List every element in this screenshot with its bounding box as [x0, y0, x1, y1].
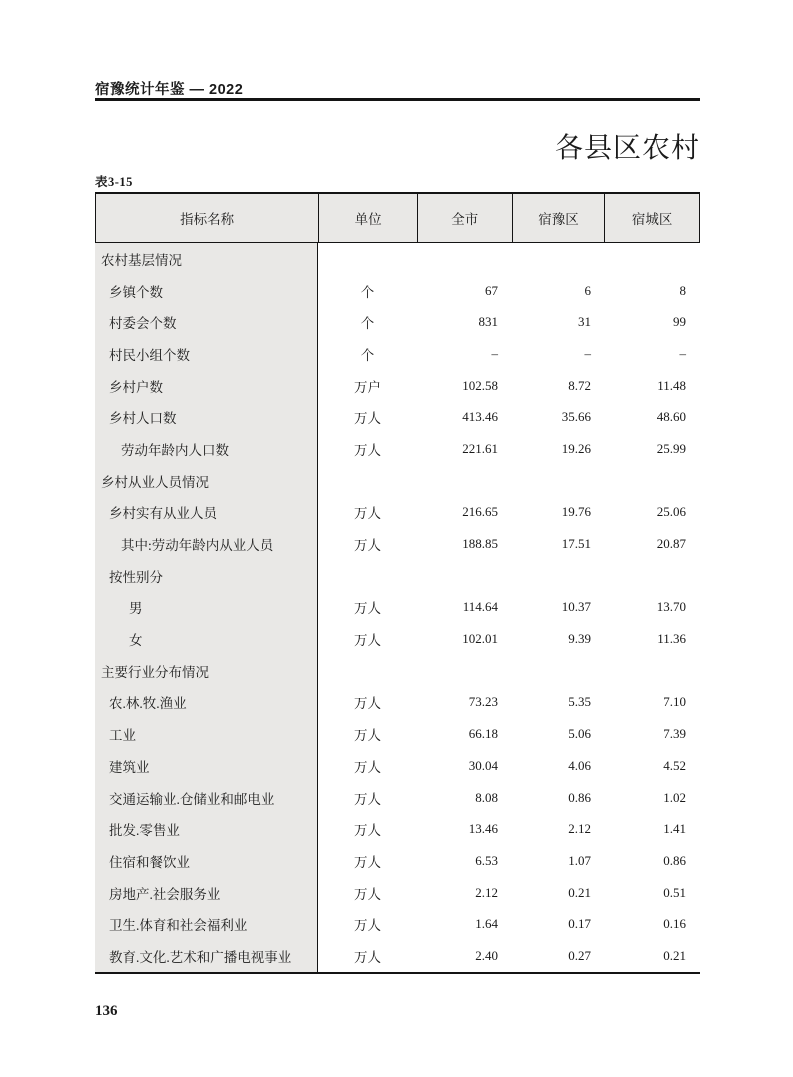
- table-body: [95, 243, 700, 972]
- table-row: [95, 845, 700, 877]
- row-unit: 万人: [354, 918, 381, 934]
- row-value-citywide: 2.40: [475, 947, 498, 963]
- row-label: 房地产.社会服务业: [95, 877, 318, 909]
- table-row: [95, 718, 700, 750]
- row-value-sucheng: [605, 655, 700, 687]
- row-value-suyu: 5.06: [568, 726, 591, 742]
- table-row: [95, 877, 700, 909]
- row-value-suyu: [512, 465, 605, 497]
- row-value-citywide: 102.58: [462, 377, 498, 393]
- column-header-unit: 单位: [318, 194, 417, 242]
- row-label: 村民小组个数: [95, 338, 318, 370]
- row-value-suyu: 2.12: [568, 821, 591, 837]
- table-row: [95, 401, 700, 433]
- row-value-sucheng: 0.21: [663, 947, 686, 963]
- row-value-suyu: 6: [584, 282, 591, 298]
- row-unit: 万人: [354, 791, 381, 807]
- row-value-citywide: 30.04: [468, 757, 498, 773]
- row-value-suyu: 35.66: [561, 409, 591, 425]
- row-label: 批发.零售业: [95, 813, 318, 845]
- row-unit: [318, 465, 417, 497]
- row-value-suyu: 4.06: [568, 757, 591, 773]
- row-value-suyu: 0.21: [568, 884, 591, 900]
- row-unit: [318, 243, 417, 275]
- row-unit: 万户: [354, 379, 381, 395]
- row-label: 工业: [95, 718, 318, 750]
- table-row: [95, 528, 700, 560]
- row-value-suyu: 31: [578, 314, 591, 330]
- row-unit: [318, 560, 417, 592]
- row-value-citywide: 8.08: [475, 789, 498, 805]
- row-label: 劳动年龄内人口数: [95, 433, 318, 465]
- row-value-sucheng: 20.87: [656, 536, 686, 552]
- table-row: [95, 940, 700, 972]
- row-label: 建筑业: [95, 750, 318, 782]
- row-value-sucheng: –: [679, 345, 686, 361]
- row-label: 乡村户数: [95, 370, 318, 402]
- page-number: 136: [95, 1003, 118, 1019]
- row-value-sucheng: [605, 560, 700, 592]
- table-row: [95, 592, 700, 624]
- row-label: 乡村实有从业人员: [95, 497, 318, 529]
- table-row: [95, 623, 700, 655]
- row-value-sucheng: 11.36: [657, 631, 686, 647]
- row-value-citywide: [417, 560, 512, 592]
- row-unit: 个: [360, 284, 375, 300]
- row-value-suyu: 0.27: [568, 947, 591, 963]
- column-header-citywide: 全市: [417, 194, 512, 242]
- row-value-suyu: 9.39: [568, 631, 591, 647]
- column-header-suyu: 宿豫区: [512, 194, 605, 242]
- row-unit: 万人: [354, 696, 381, 712]
- row-value-citywide: 413.46: [462, 409, 498, 425]
- row-value-suyu: 0.86: [568, 789, 591, 805]
- column-header-indicator: 指标名称: [180, 212, 235, 227]
- row-value-sucheng: 0.16: [663, 916, 686, 932]
- row-unit: 万人: [354, 854, 381, 870]
- book-header: 宿豫统计年鉴 — 2022: [95, 82, 244, 98]
- row-value-sucheng: 7.39: [663, 726, 686, 742]
- row-value-sucheng: 1.02: [663, 789, 686, 805]
- row-value-suyu: [512, 243, 605, 275]
- table-row: [95, 338, 700, 370]
- row-value-citywide: 831: [478, 314, 498, 330]
- row-value-suyu: 0.17: [568, 916, 591, 932]
- page-title: 各县区农村: [554, 133, 700, 164]
- row-value-citywide: 66.18: [468, 726, 498, 742]
- row-value-citywide: –: [491, 345, 498, 361]
- row-label: 乡村人口数: [95, 401, 318, 433]
- row-value-citywide: 221.61: [462, 440, 498, 456]
- row-value-citywide: [417, 465, 512, 497]
- table-row: [95, 465, 700, 497]
- row-unit: 个: [360, 316, 375, 332]
- row-value-citywide: 188.85: [462, 536, 498, 552]
- row-value-sucheng: 25.99: [656, 440, 686, 456]
- row-value-citywide: 2.12: [475, 884, 498, 900]
- row-unit: [318, 655, 417, 687]
- row-value-citywide: [417, 243, 512, 275]
- row-unit: 万人: [354, 442, 381, 458]
- row-value-suyu: 5.35: [568, 694, 591, 710]
- row-value-suyu: 8.72: [568, 377, 591, 393]
- row-value-suyu: –: [584, 345, 591, 361]
- row-value-citywide: [417, 655, 512, 687]
- row-value-suyu: 1.07: [568, 852, 591, 868]
- row-unit: 个: [360, 347, 375, 363]
- row-value-sucheng: 1.41: [663, 821, 686, 837]
- table-row: [95, 782, 700, 814]
- row-unit: 万人: [354, 538, 381, 554]
- table-row: [95, 497, 700, 529]
- row-label: 其中:劳动年龄内从业人员: [95, 528, 318, 560]
- row-label: 农村基层情况: [95, 243, 318, 275]
- row-label: 男: [95, 592, 318, 624]
- column-header-sucheng: 宿城区: [604, 194, 699, 242]
- row-value-citywide: 6.53: [475, 852, 498, 868]
- row-unit: 万人: [354, 886, 381, 902]
- row-label: 交通运输业.仓储业和邮电业: [95, 782, 318, 814]
- row-label: 乡镇个数: [95, 275, 318, 307]
- row-value-sucheng: 11.48: [657, 377, 686, 393]
- row-value-sucheng: 0.86: [663, 852, 686, 868]
- table-header-row: [95, 194, 700, 243]
- row-value-citywide: 73.23: [468, 694, 498, 710]
- row-value-sucheng: 7.10: [663, 694, 686, 710]
- row-value-sucheng: 13.70: [656, 599, 686, 615]
- table-row: [95, 306, 700, 338]
- table-row: [95, 243, 700, 275]
- row-unit: 万人: [354, 823, 381, 839]
- row-value-sucheng: 25.06: [656, 504, 686, 520]
- table-row: [95, 908, 700, 940]
- row-value-sucheng: [605, 243, 700, 275]
- row-value-citywide: 216.65: [462, 504, 498, 520]
- row-value-sucheng: [605, 465, 700, 497]
- row-value-suyu: 19.76: [561, 504, 591, 520]
- table-row: [95, 275, 700, 307]
- statistics-table: [95, 192, 700, 974]
- table-label: 表3-15: [95, 175, 133, 189]
- row-unit: 万人: [354, 728, 381, 744]
- row-value-sucheng: 4.52: [663, 757, 686, 773]
- row-value-suyu: 17.51: [561, 536, 591, 552]
- row-unit: 万人: [354, 506, 381, 522]
- row-value-citywide: 114.64: [462, 599, 498, 615]
- row-value-suyu: 10.37: [561, 599, 591, 615]
- row-unit: 万人: [354, 949, 381, 965]
- row-unit: 万人: [354, 759, 381, 775]
- row-value-suyu: 19.26: [561, 440, 591, 456]
- row-label: 主要行业分布情况: [95, 655, 318, 687]
- table-row: [95, 750, 700, 782]
- table-row: [95, 655, 700, 687]
- row-value-suyu: [512, 560, 605, 592]
- row-label: 住宿和餐饮业: [95, 845, 318, 877]
- row-value-sucheng: 8: [679, 282, 686, 298]
- row-value-sucheng: 48.60: [656, 409, 686, 425]
- table-row: [95, 813, 700, 845]
- row-label: 农.林.牧.渔业: [95, 687, 318, 719]
- row-label: 按性别分: [95, 560, 318, 592]
- table-row: [95, 560, 700, 592]
- row-value-sucheng: 0.51: [663, 884, 686, 900]
- row-value-citywide: 67: [485, 282, 498, 298]
- row-unit: 万人: [354, 633, 381, 649]
- row-unit: 万人: [354, 601, 381, 617]
- row-label: 女: [95, 623, 318, 655]
- row-value-suyu: [512, 655, 605, 687]
- table-row: [95, 433, 700, 465]
- row-label: 村委会个数: [95, 306, 318, 338]
- row-unit: 万人: [354, 411, 381, 427]
- table-row: [95, 687, 700, 719]
- row-value-sucheng: 99: [673, 314, 686, 330]
- row-label: 乡村从业人员情况: [95, 465, 318, 497]
- table-row: [95, 370, 700, 402]
- header-rule: [95, 98, 700, 101]
- row-label: 卫生.体育和社会福利业: [95, 908, 318, 940]
- row-label: 教育.文化.艺术和广播电视事业: [95, 940, 318, 972]
- row-value-citywide: 102.01: [462, 631, 498, 647]
- row-value-citywide: 1.64: [475, 916, 498, 932]
- row-value-citywide: 13.46: [468, 821, 498, 837]
